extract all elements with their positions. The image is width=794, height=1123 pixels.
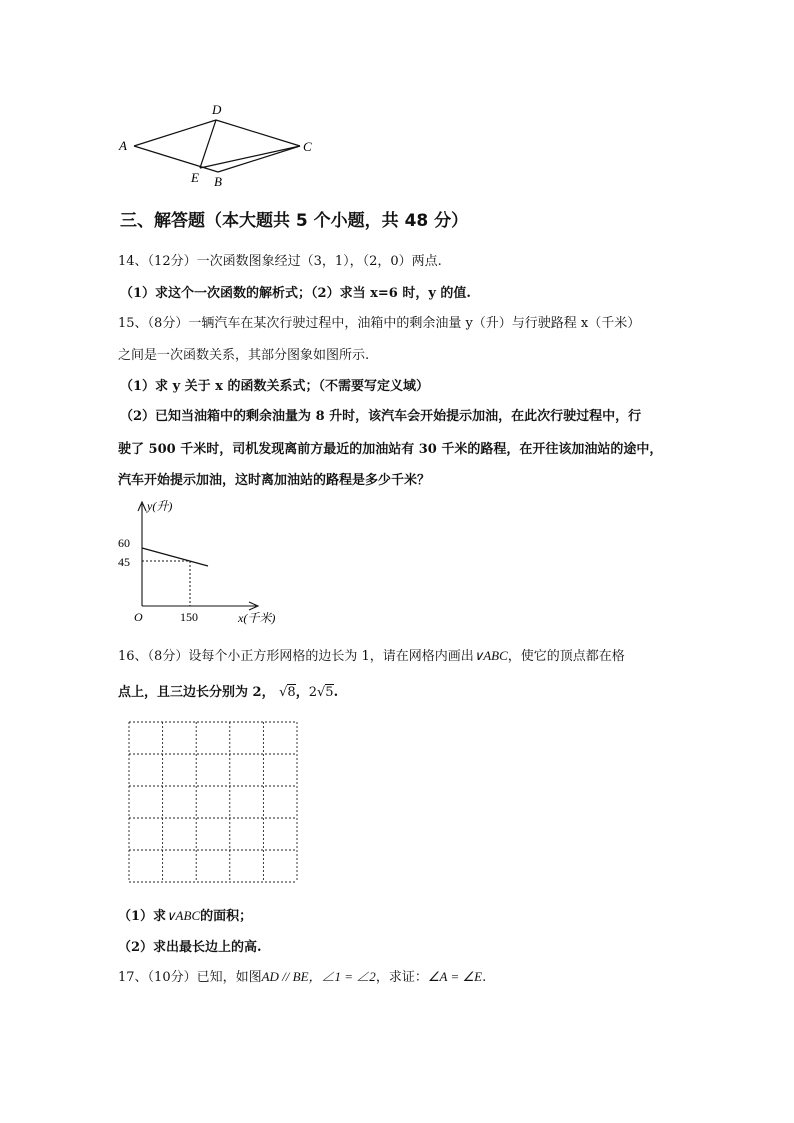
segment-EC [200,146,300,168]
q17-stem-a: 17、（10分）已知，如图 [118,970,262,985]
q16-part2: （2）求出最长边上的高. [118,940,262,955]
q16-stem-line2 [118,681,338,700]
label-A: A [119,138,127,153]
y-axis-label: y(升) [147,499,173,513]
q16-part1 [118,905,252,924]
q15-graph [110,494,300,630]
q17-angles: ，∠1 = ∠2 [308,969,376,984]
x-axis-label: x(千米) [238,611,276,625]
q17-parallel: AD // BE [261,969,309,984]
segment-DC [216,120,300,146]
origin-label: O [134,610,143,624]
q17-stem [118,966,486,985]
label-B: B [214,174,222,189]
label-E: E [191,170,199,185]
segment-DE [200,120,216,168]
q15-stem-line1: 15、（8分）一辆汽车在某次行驶过程中，油箱中的剩余油量 y（升）与行驶路程 x（千米） [118,316,641,331]
q16-stem-line1 [118,645,625,664]
tick-y-45: 45 [118,555,130,569]
q15-part2-line3: 汽车开始提示加油，这时离加油站的路程是多少千米？ [118,473,431,488]
q14-parts: （1）求这个一次函数的解析式；（2）求当 x=6 时，y 的值. [120,286,471,301]
rhombus-figure [110,98,330,194]
q17-stem-c: ，求证： [375,970,428,985]
q16-stem-line1-a: 16、（8分）设每个小正方形网格的边长为 1，请在网格内画出 [118,649,474,664]
q17-end: . [482,970,487,985]
q16-triangle-symbol: ∨ABC [473,648,508,663]
tick-y-60: 60 [118,536,130,550]
sqrt-8: √8 [279,685,296,700]
sqrt-5: 2√5 [308,685,334,700]
q14-stem: 14、（12分）一次函数图象经过（3，1），（2，0）两点. [118,254,442,269]
square-grid [128,721,298,883]
q15-part2-line2: 驶了 500 千米时，司机发现离前方最近的加油站有 30 千米的路程，在开往该加油站的途中， [118,442,663,457]
q17-conclusion: ∠A = ∠E [427,969,483,984]
q15-part1: （1）求 y 关于 x 的函数关系式；（不需要写定义域） [120,379,429,394]
q16-stem-line2-a: 点上，且三边长分别为 2， [118,685,275,700]
fuel-line [142,548,208,566]
tick-x-150: 150 [180,610,198,624]
q15-stem-line2: 之间是一次函数关系，其部分图象如图所示. [118,348,370,363]
q16-part1-b: 的面积； [200,909,253,924]
label-D: D [212,102,222,117]
q16-part1-triangle: ∨ABC [166,908,201,923]
q16-part1-a: （1）求 [118,909,167,924]
segment-AB [134,146,218,172]
segment-AD [134,120,216,146]
q16-end: . [333,685,339,700]
q16-sep: ， [295,685,309,700]
q15-part2-line1: （2）已知当油箱中的剩余油量为 8 升时，该汽车会开始提示加油，在此次行驶过程中，行 [120,409,642,424]
segment-CB [218,146,300,172]
section-title: 三、解答题（本大题共 5 个小题，共 48 分） [120,211,469,231]
q16-stem-line1-b: ，使它的顶点都在格 [507,649,625,664]
label-C: C [303,139,312,154]
